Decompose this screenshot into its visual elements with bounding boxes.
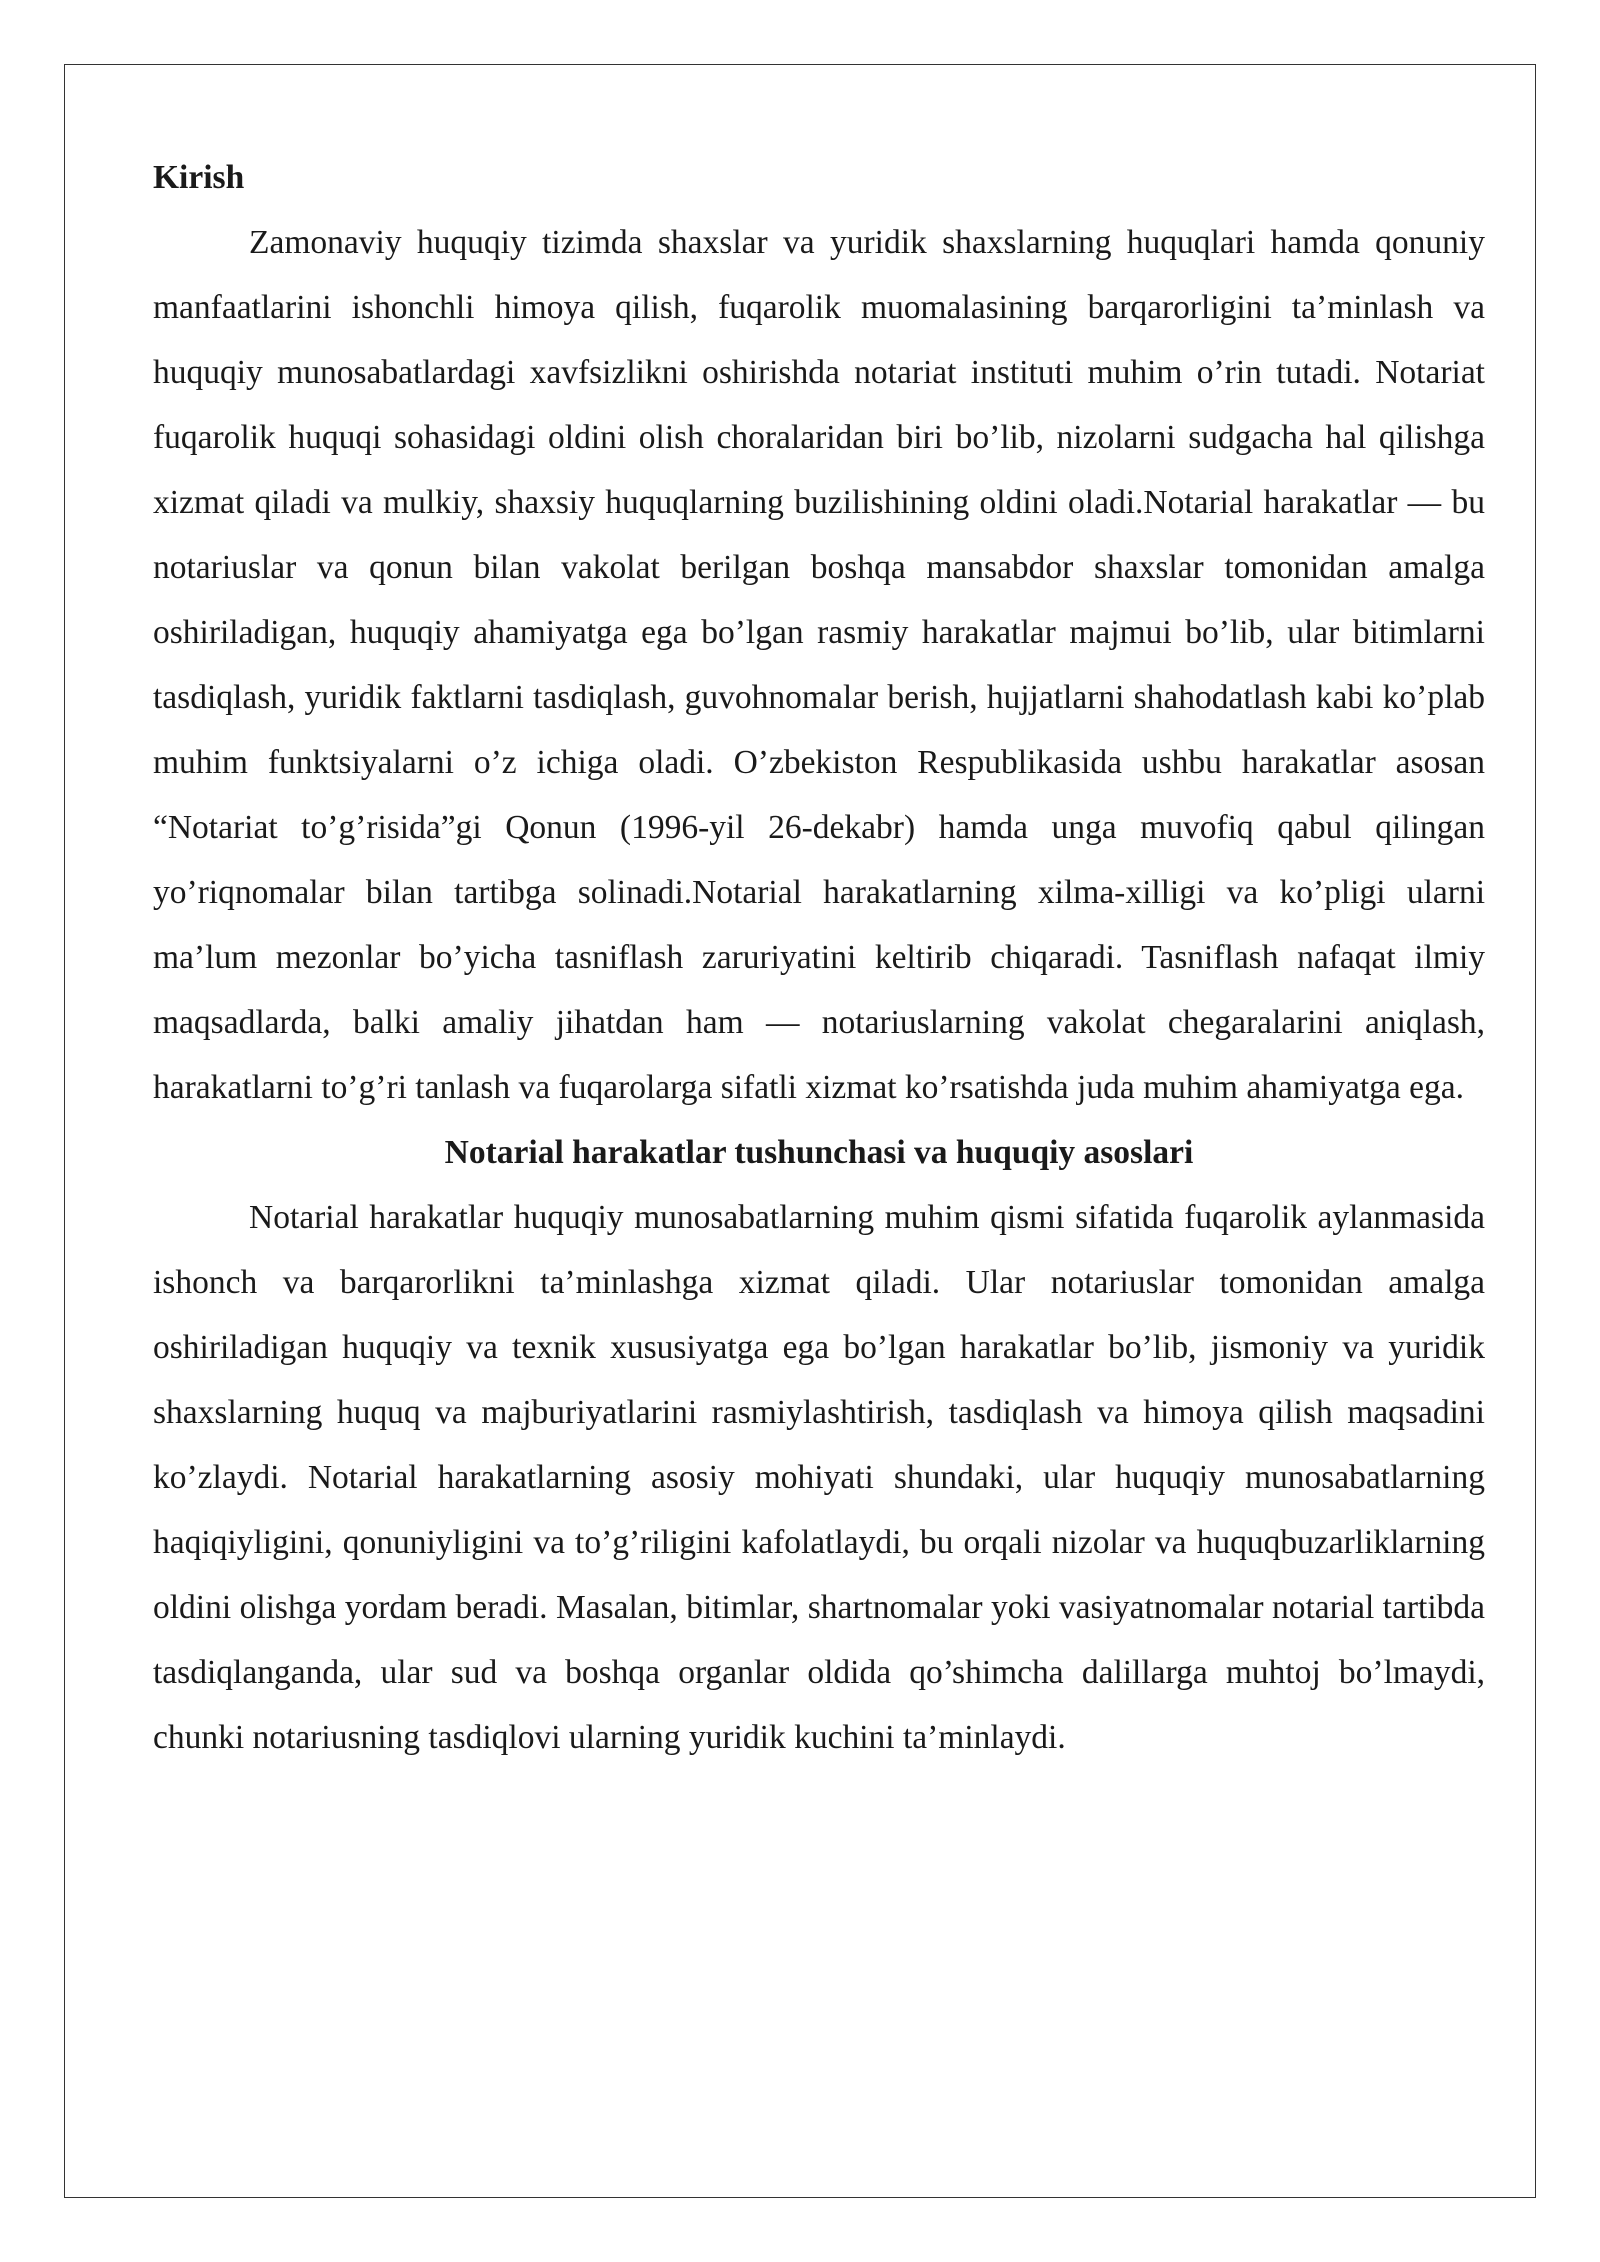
intro-heading: Kirish bbox=[153, 159, 245, 196]
section-paragraph: Notarial harakatlar huquqiy munosabatlarning muhim qismi sifatida fuqarolik aylanmasida ishonch va barqarorlikni ta’minlashga xizmat qiladi. Ular notariuslar tomonidan amalga oshiriladigan huquqiy va texnik xususiyatga ega bo’lgan harakatlar bo’lib, jismoniy va yuridik shaxslarning huquq va majburiyatlarini rasmiylashtirish, tasdiqlash va himoya qilish maqsadini ko’zlaydi. Notarial harakatlarning asosiy mohiyati shundaki, ular huquqiy munosabatlarning haqiqiyligini, qonuniyligini va to’g’riligini kafolatlaydi, bu orqali nizolar va huquqbuzarliklarning oldini olishga yordam beradi. Masalan, bitimlar, shartnomalar yoki vasiyatnomalar notarial tartibda tasdiqlanganda, ular sud va boshqa organlar oldida qo’shimcha dalillarga muhtoj bo’lmaydi, chunki notariusning tasdiqlovi ularning yuridik kuchini ta’minlaydi. bbox=[153, 1199, 1485, 1756]
intro-paragraph: Zamonaviy huquqiy tizimda shaxslar va yuridik shaxslarning huquqlari hamda qonuniy manfaatlarini ishonchli himoya qilish, fuqarolik muomalasining barqarorligini ta’minlash va huquqiy munosabatlardagi xavfsizlikni oshirishda notariat instituti muhim o’rin tutadi. Notariat fuqarolik huquqi sohasidagi oldini olish choralaridan biri bo’lib, nizolarni sudgacha hal qilishga xizmat qiladi va mulkiy, shaxsiy huquqlarning buzilishining oldini oladi.Notarial harakatlar — bu notariuslar va qonun bilan vakolat berilgan boshqa mansabdor shaxslar tomonidan amalga oshiriladigan, huquqiy ahamiyatga ega bo’lgan rasmiy harakatlar majmui bo’lib, ular bitimlarni tasdiqlash, yuridik faktlarni tasdiqlash, guvohnomalar berish, hujjatlarni shahodatlash kabi ko’plab muhim funktsiyalarni o’z ichiga oladi. O’zbekiston Respublikasida ushbu harakatlar asosan “Notariat to’g’risida”gi Qonun (1996-yil 26-dekabr) hamda unga muvofiq qabul qilingan yo’riqnomalar bilan tartibga solinadi.Notarial harakatlarning xilma-xilligi va ko’pligi ularni ma’lum mezonlar bo’yicha tasniflash zaruriyatini keltirib chiqaradi. Tasniflash nafaqat ilmiy maqsadlarda, balki amaliy jihatdan ham — notariuslarning vakolat chegaralarini aniqlash, harakatlarni to’g’ri tanlash va fuqarolarga sifatli xizmat ko’rsatishda juda muhim ahamiyatga ega. bbox=[153, 224, 1485, 1106]
document-body bbox=[153, 145, 1485, 1770]
section-heading: Notarial harakatlar tushunchasi va huquqiy asoslari bbox=[444, 1134, 1194, 1171]
